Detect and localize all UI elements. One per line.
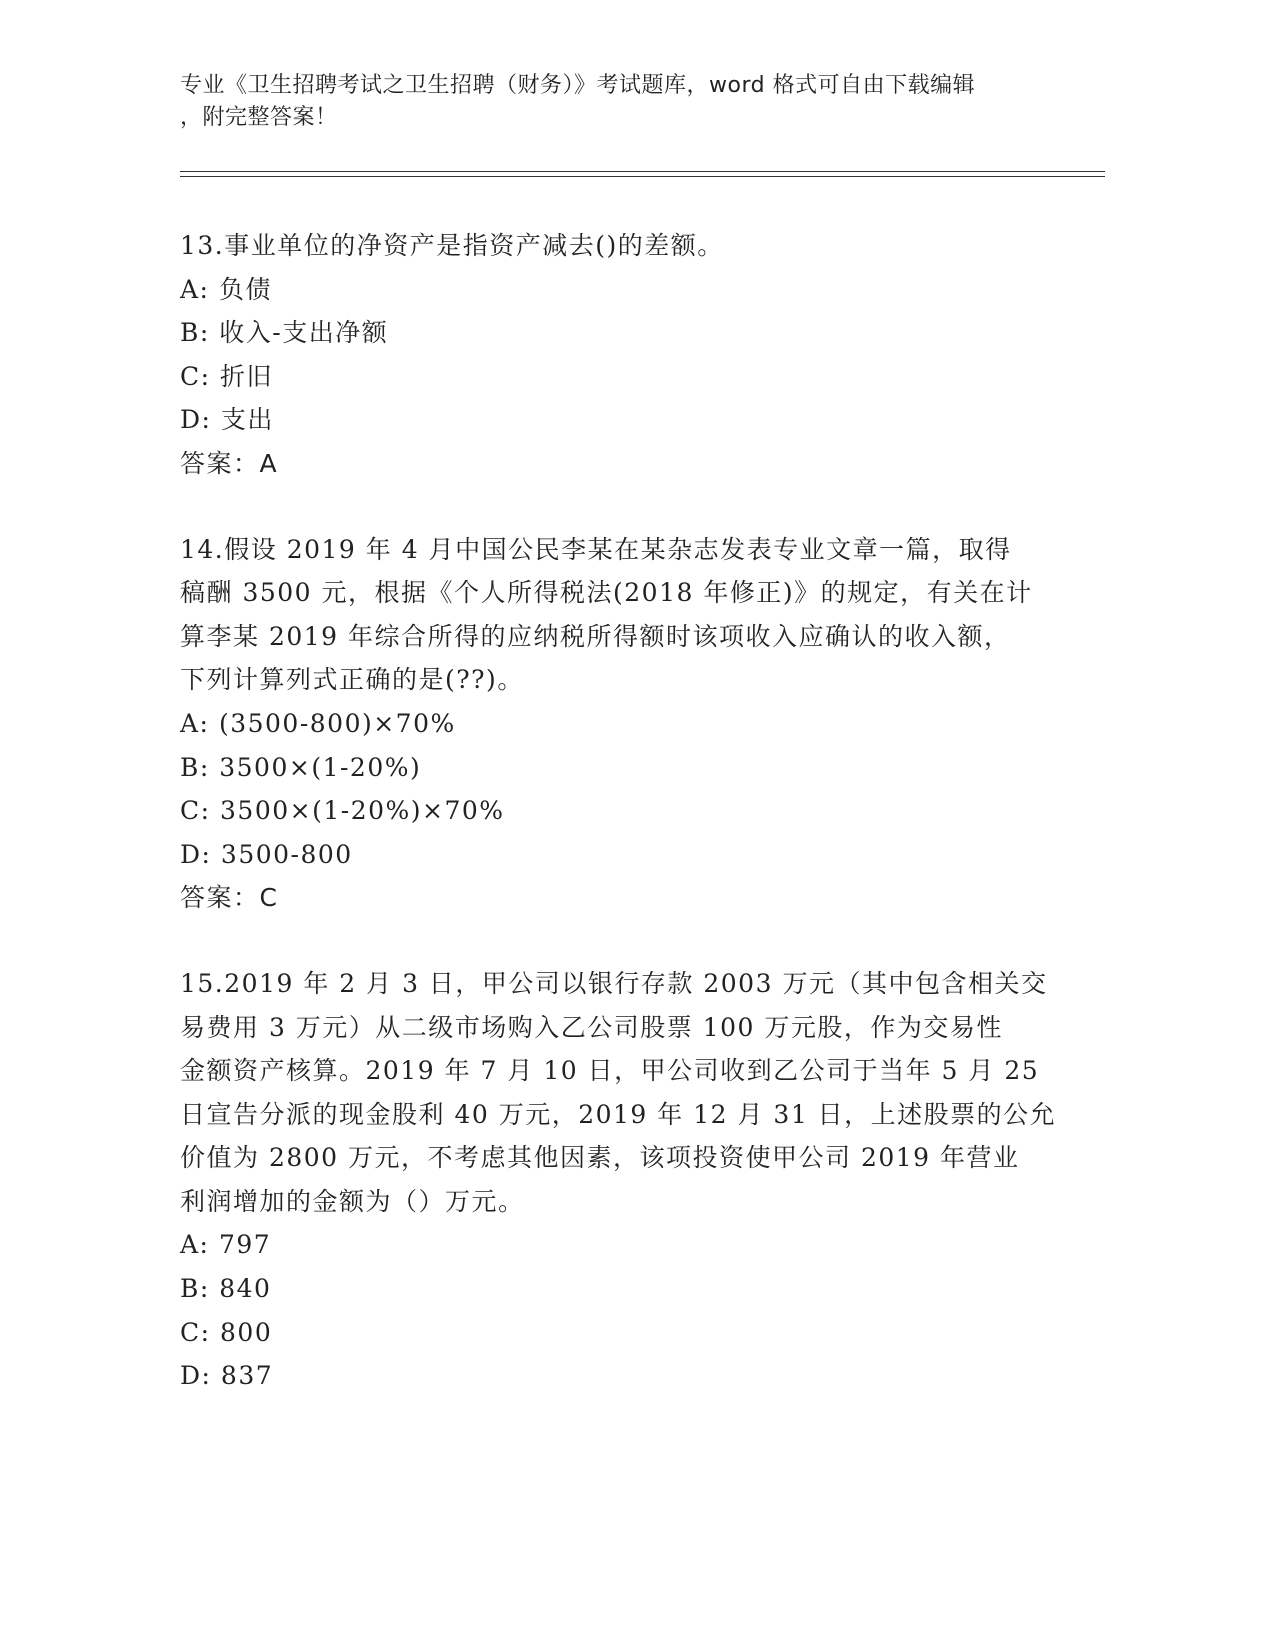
option-a [180, 1223, 1100, 1267]
option-letter: C: [180, 361, 211, 391]
answer-line: 答案：A [180, 448, 279, 478]
question-stem-line: 14.假设 2019 年 4 月中国公民李某在某杂志发表专业文章一篇，取得 [180, 534, 1012, 564]
option-c [180, 1311, 1100, 1355]
question-stem-line: 稿酬 3500 元，根据《个人所得税法(2018 年修正)》的规定，有关在计 [180, 578, 1033, 608]
option-c [180, 789, 1100, 833]
option-d [180, 833, 1100, 877]
option-text: 800 [220, 1317, 273, 1347]
question-stem-line: 易费用 3 万元）从二级市场购入乙公司股票 100 万元股，作为交易性 [180, 1012, 1003, 1042]
question-15 [180, 962, 1100, 1398]
option-letter: B: [180, 752, 210, 782]
question-13 [180, 224, 1100, 486]
question-stem-line: 金额资产核算。2019 年 7 月 10 日，甲公司收到乙公司于当年 5 月 25 [180, 1056, 1040, 1086]
document-header [180, 70, 1040, 134]
option-d [180, 398, 1100, 442]
option-text: 负债 [218, 274, 272, 304]
option-letter: A: [180, 274, 210, 304]
question-stem-line: 价值为 2800 万元，不考虑其他因素，该项投资使甲公司 2019 年营业 [180, 1143, 1020, 1173]
option-letter: D: [180, 1361, 212, 1391]
question-list [180, 224, 1100, 1440]
question-stem [180, 528, 1100, 702]
question-stem-line: 下列计算列式正确的是(??)。 [180, 665, 524, 695]
question-stem-line: 算李某 2019 年综合所得的应纳税所得额时该项收入应确认的收入额， [180, 621, 1011, 651]
option-text: 797 [218, 1230, 272, 1260]
header-line: 专业《卫生招聘考试之卫生招聘（财务）》考试题库，word 格式可自由下载编辑 [180, 73, 976, 98]
option-letter: D: [180, 839, 212, 869]
option-text: 3500×(1-20%)×70% [220, 796, 505, 826]
option-letter: B: [180, 318, 210, 348]
question-stem-line: 15.2019 年 2 月 3 日，甲公司以银行存款 2003 万元（其中包含相关交 [180, 968, 1048, 998]
header-divider-top [180, 171, 1105, 172]
option-text: 折旧 [220, 361, 274, 391]
header-line: ，附完整答案！ [180, 105, 338, 130]
header-divider-bottom [180, 176, 1105, 177]
option-d [180, 1354, 1100, 1398]
option-letter: C: [180, 1317, 211, 1347]
question-14 [180, 528, 1100, 920]
option-b [180, 746, 1100, 790]
option-letter: C: [180, 796, 211, 826]
option-text: (3500-800)×70% [218, 708, 456, 738]
option-text: 837 [220, 1361, 274, 1391]
option-letter: D: [180, 405, 212, 435]
question-stem-line: 日宣告分派的现金股利 40 万元，2019 年 12 月 31 日，上述股票的公允 [180, 1099, 1057, 1129]
option-c [180, 355, 1100, 399]
option-text: 3500×(1-20%) [219, 752, 422, 782]
option-letter: B: [180, 1274, 210, 1304]
option-letter: A: [180, 1230, 210, 1260]
option-a [180, 268, 1100, 312]
option-a [180, 702, 1100, 746]
option-letter: A: [180, 708, 210, 738]
answer-line: 答案：C [180, 883, 279, 913]
question-stem [180, 962, 1100, 1224]
question-stem-line: 利润增加的金额为（）万元。 [180, 1186, 525, 1216]
option-text: 支出 [220, 405, 274, 435]
option-text: 收入-支出净额 [219, 318, 389, 348]
option-text: 840 [219, 1274, 272, 1304]
question-stem-line: 13.事业单位的净资产是指资产减去()的差额。 [180, 231, 724, 260]
option-text: 3500-800 [220, 839, 353, 869]
option-b [180, 311, 1100, 355]
question-stem [180, 224, 1100, 268]
option-b [180, 1267, 1100, 1311]
